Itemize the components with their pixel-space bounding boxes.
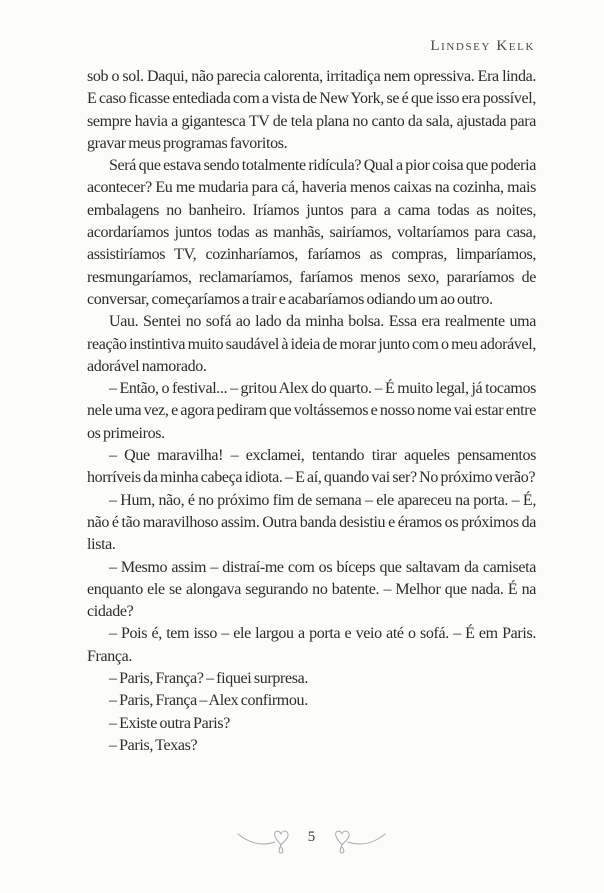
paragraph: – Existe outra Paris? — [109, 714, 231, 732]
flourish-heart-right-icon — [326, 826, 386, 858]
page-number: 5 — [307, 828, 316, 845]
paragraph: – Paris, Texas? — [109, 736, 198, 754]
paragraph: – Mesmo assim – distraí-me com os bíceps que saltavam da camiseta enquanto ele se alongava segurando no batente. – Melhor que nada. É na cidade? — [87, 558, 536, 621]
paragraph: – Que maravilha! – exclamei, tentando tirar aqueles pensamentos horríveis da minha cabeça idiota. – E aí, quando vai ser? No próximo verão? — [87, 447, 536, 487]
paragraph: Será que estava sendo totalmente ridícula? Qual a pior coisa que poderia acontecer? Eu me mudaria para cá, haveria menos caixas na cozinha, mais embalagens no banheiro. Iríamos juntos para a cama todas as noites, acordaríamos juntos todas as manhãs, sairíamos, voltaríamos para casa, assistiríamos TV, cozinharíamos, faríamos as compras, limparíamos, resmungaríamos, reclamaríamos, faríamos menos sexo, pararíamos de conversar, começaríamos a trair e acabaríamos odiando um ao outro. — [87, 157, 536, 308]
running-header-author: Lindsey Kelk — [430, 38, 535, 54]
page-footer — [88, 826, 535, 858]
paragraph: sob o sol. Daqui, não parecia calorenta, irritadiça nem opressiva. Era linda. E caso ficasse entediada com a vista de New York, se é que isso era possível, sempre havia a gigantesca TV de tela plana no canto da sala, ajustada para gravar meus programas favoritos. — [87, 68, 536, 152]
flourish-heart-left-icon — [237, 826, 297, 858]
paragraph: – Pois é, tem isso – ele largou a porta e veio até o sofá. – É em Paris. França. — [87, 625, 536, 665]
paragraph: – Paris, França – Alex confirmou. — [109, 692, 308, 710]
paragraph: – Hum, não, é no próximo fim de semana – ele apareceu na porta. – É, não é tão maravilhoso assim. Outra banda desistiu e éramos os próximos da lista. — [87, 491, 536, 554]
paragraph: Uau. Sentei no sofá ao lado da minha bolsa. Essa era realmente uma reação instintiva muito saudável à ideia de morar junto com o meu adorável, adorável namorado. — [87, 313, 536, 375]
page-body-text — [87, 66, 536, 757]
paragraph: – Paris, França? – fiquei surpresa. — [109, 670, 309, 688]
paragraph: – Então, o festival... – gritou Alex do quarto. – É muito legal, já tocamos nele uma vez, e agora pediram que voltássemos e nosso nome vai estar entre os primeiros. — [87, 380, 536, 442]
